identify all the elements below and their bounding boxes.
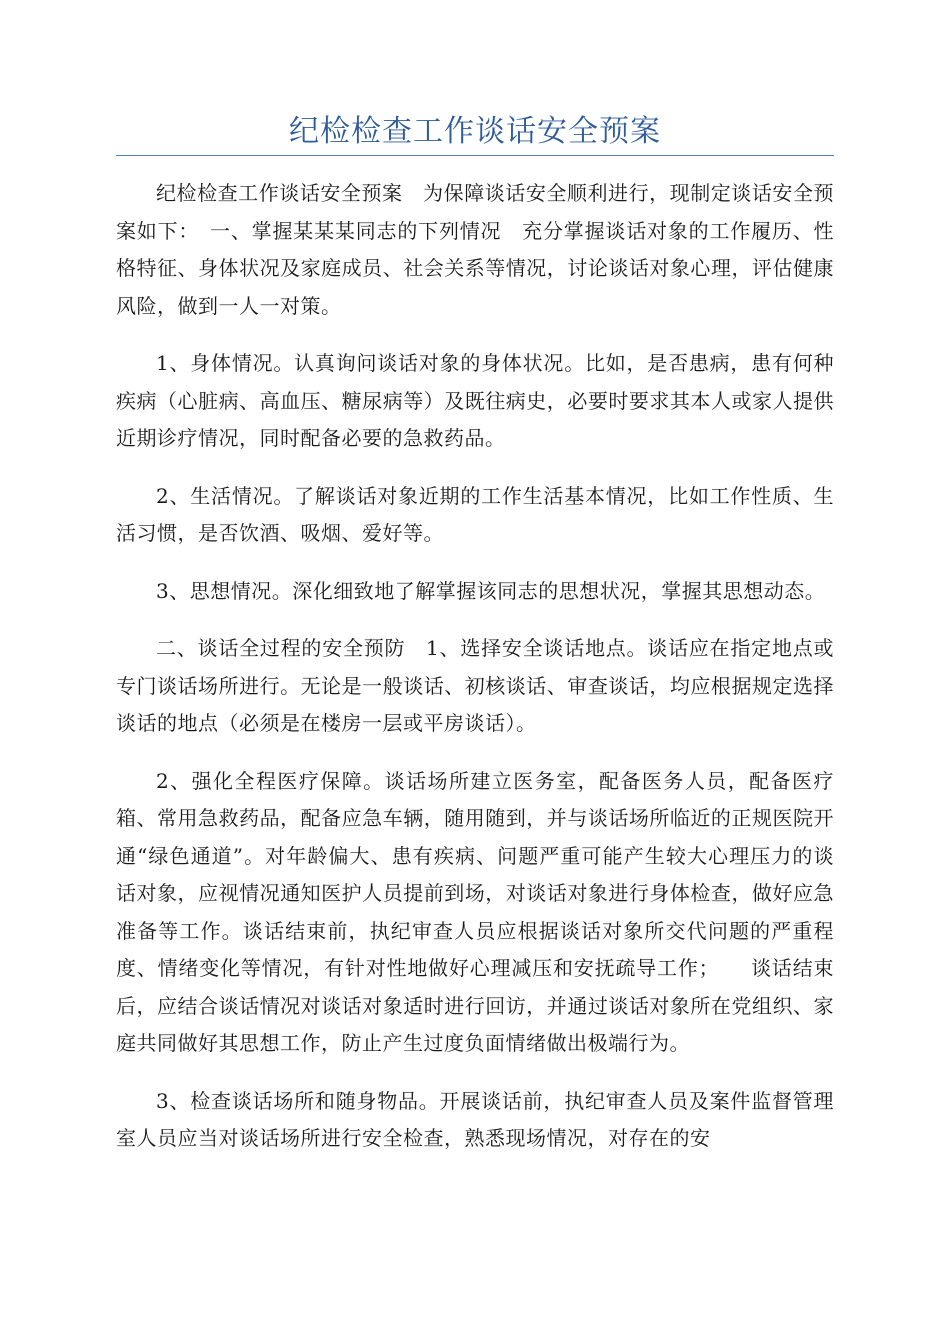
paragraph-safety-location: 二、谈话全过程的安全预防 1、选择安全谈话地点。谈话应在指定地点或专门谈话场所进行。无论是一般谈话、初核谈话、审查谈话，均应根据规定选择谈话的地点（必须是在楼房一层或平房谈话）。 bbox=[116, 636, 834, 735]
document-title: 纪检检查工作谈话安全预案 bbox=[289, 114, 661, 149]
paragraph-inspection: 3、检查谈话场所和随身物品。开展谈话前，执纪审查人员及案件监督管理室人员应当对谈话场所进行安全检查，熟悉现场情况，对存在的安 bbox=[116, 1088, 834, 1150]
paragraph-intro: 纪检检查工作谈话安全预案 为保障谈话安全顺利进行，现制定谈话安全预案如下： 一、掌握某某某同志的下列情况 充分掌握谈话对象的工作履历、性格特征、身体状况及家庭成员、社会关系等情况，讨论谈话对象心理，评估健康风险，做到一人一对策。 bbox=[116, 181, 834, 318]
paragraph-thought-condition: 3、思想情况。深化细致地了解掌握该同志的思想状况，掌握其思想动态。 bbox=[156, 578, 826, 603]
paragraph-living-condition: 2、生活情况。了解谈话对象近期的工作生活基本情况，比如工作性质、生活习惯，是否饮酒、吸烟、爱好等。 bbox=[116, 483, 834, 545]
document-body bbox=[116, 175, 834, 1178]
title-underline bbox=[116, 155, 834, 156]
paragraph-medical-support: 2、强化全程医疗保障。谈话场所建立医务室，配备医务人员，配备医疗箱、常用急救药品，配备应急车辆，随用随到，并与谈话场所临近的正规医院开通“绿色通道”。对年龄偏大、患有疾病、问题严重可能产生较大心理压力的谈话对象，应视情况通知医护人员提前到场，对谈话对象进行身体检查，做好应急准备等工作。谈话结束前，执纪审查人员应根据谈话对象所交代问题的严重程度、情绪变化等情况，有针对性地做好心理减压和安抚疏导工作； 谈话结束后，应结合谈话情况对谈话对象适时进行回访，并通过谈话对象所在党组织、家庭共同做好其思想工作，防止产生过度负面情绪做出极端行为。 bbox=[116, 768, 834, 1055]
paragraph-physical-condition: 1、身体情况。认真询问谈话对象的身体状况。比如，是否患病，患有何种疾病（心脏病、高血压、糖尿病等）及既往病史，必要时要求其本人或家人提供近期诊疗情况，同时配备必要的急救药品。 bbox=[116, 351, 834, 450]
